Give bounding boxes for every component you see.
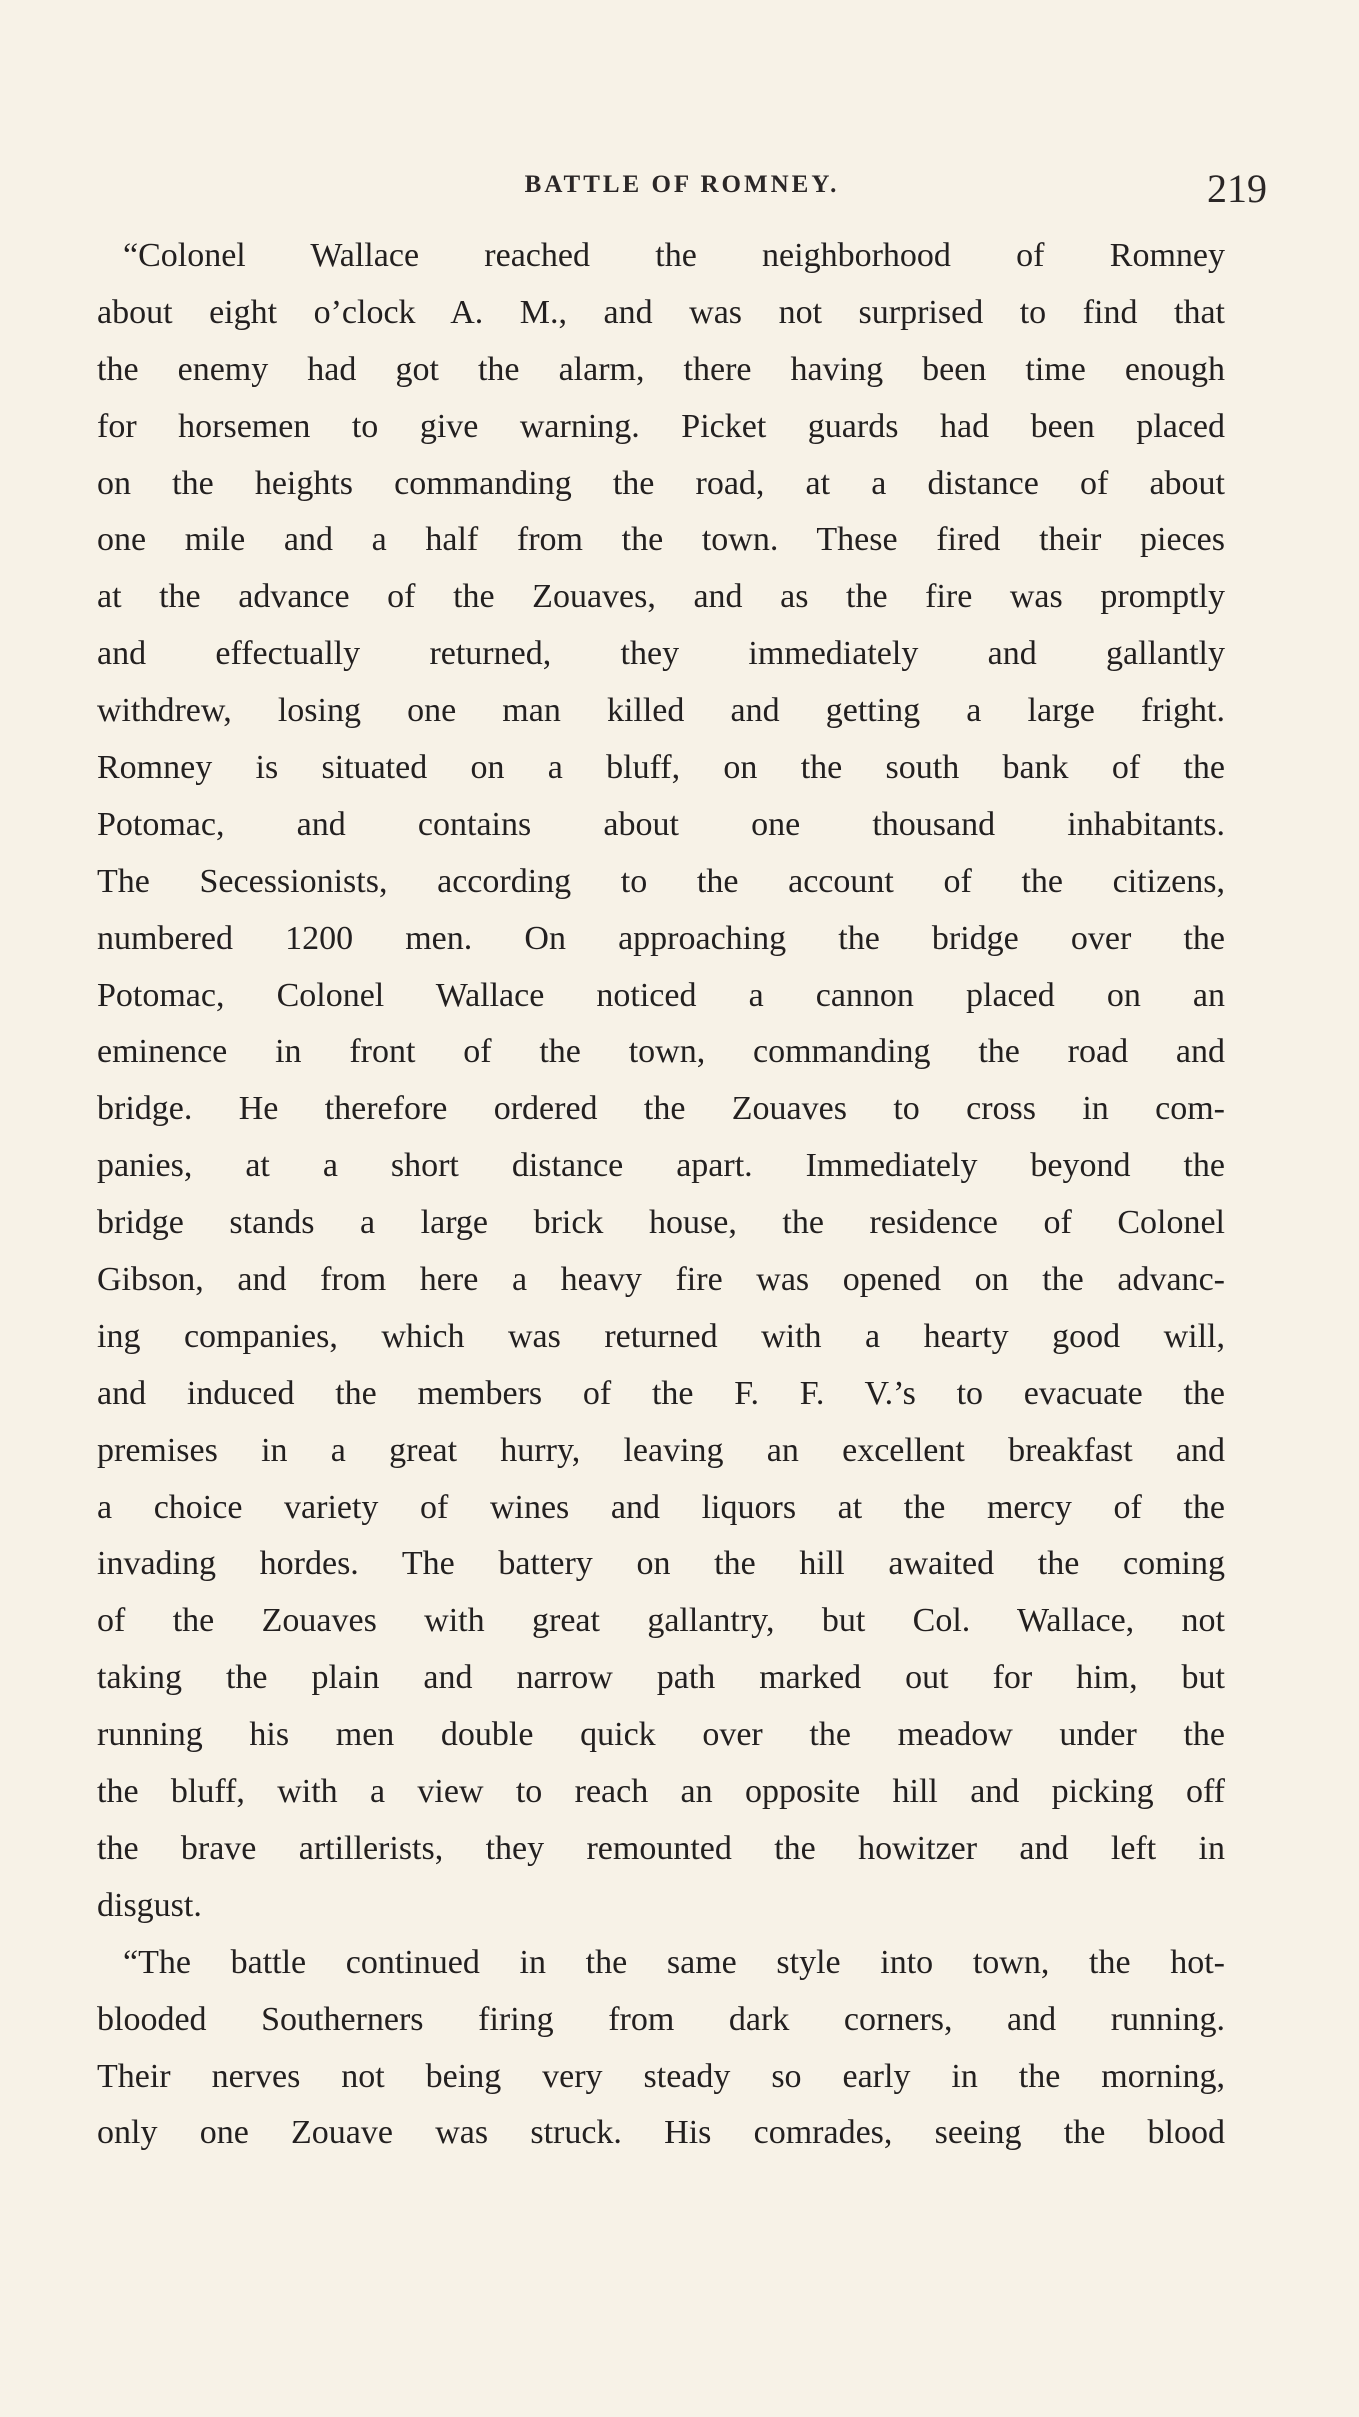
text-line: Gibson, and from here a heavy fire was opened on the advanc- bbox=[97, 1261, 1225, 1299]
text-line: for horsemen to give warning. Picket guards had been placed bbox=[97, 407, 1225, 445]
text-line: at the advance of the Zouaves, and as the fire was promptly bbox=[97, 578, 1225, 616]
body-text bbox=[97, 228, 1225, 2162]
text-line: the bluff, with a view to reach an opposite hill and picking off bbox=[97, 1773, 1225, 1811]
text-line: Potomac, Colonel Wallace noticed a cannon placed on an bbox=[97, 976, 1225, 1014]
text-line: disgust. bbox=[97, 1886, 202, 1924]
page-header bbox=[97, 165, 1267, 215]
text-line: about eight o’clock A. M., and was not surprised to find that bbox=[97, 293, 1225, 331]
text-line: bridge stands a large brick house, the residence of Colonel bbox=[97, 1204, 1225, 1242]
text-line: invading hordes. The battery on the hill awaited the coming bbox=[97, 1545, 1225, 1583]
running-head: BATTLE OF ROMNEY. bbox=[524, 171, 840, 198]
text-line: “Colonel Wallace reached the neighborhood of Romney bbox=[123, 237, 1225, 274]
page-number: 219 bbox=[1207, 166, 1267, 211]
text-line: withdrew, losing one man killed and getting a large fright. bbox=[97, 692, 1225, 730]
text-line: a choice variety of wines and liquors at the mercy of the bbox=[97, 1488, 1225, 1526]
text-line: eminence in front of the town, commanding the road and bbox=[97, 1033, 1225, 1071]
text-line: running his men double quick over the meadow under the bbox=[97, 1716, 1225, 1754]
text-line: numbered 1200 men. On approaching the bridge over the bbox=[97, 919, 1225, 957]
text-line: Romney is situated on a bluff, on the south bank of the bbox=[97, 749, 1225, 787]
text-line: only one Zouave was struck. His comrades, seeing the blood bbox=[97, 2114, 1225, 2152]
text-line: and effectually returned, they immediately and gallantly bbox=[97, 635, 1225, 673]
text-line: of the Zouaves with great gallantry, but Col. Wallace, not bbox=[97, 1602, 1225, 1640]
text-line: “The battle continued in the same style into town, the hot- bbox=[123, 1943, 1225, 1981]
text-line: the enemy had got the alarm, there having been time enough bbox=[97, 350, 1225, 388]
text-line: premises in a great hurry, leaving an excellent breakfast and bbox=[97, 1431, 1225, 1469]
text-line: the brave artillerists, they remounted the howitzer and left in bbox=[97, 1829, 1225, 1867]
text-line: panies, at a short distance apart. Immediately beyond the bbox=[97, 1147, 1225, 1185]
text-line: The Secessionists, according to the account of the citizens, bbox=[97, 862, 1225, 900]
text-line: one mile and a half from the town. These fired their pieces bbox=[97, 521, 1225, 559]
text-line: Potomac, and contains about one thousand inhabitants. bbox=[97, 805, 1225, 843]
text-line: taking the plain and narrow path marked out for him, but bbox=[97, 1659, 1225, 1697]
text-line: ing companies, which was returned with a hearty good will, bbox=[97, 1317, 1225, 1355]
text-line: on the heights commanding the road, at a distance of about bbox=[97, 464, 1225, 502]
text-line: blooded Southerners firing from dark corners, and running. bbox=[97, 2000, 1225, 2038]
text-line: bridge. He therefore ordered the Zouaves to cross in com- bbox=[97, 1090, 1225, 1128]
text-line: Their nerves not being very steady so early in the morning, bbox=[97, 2057, 1225, 2095]
text-line: and induced the members of the F. F. V.’s to evacuate the bbox=[97, 1374, 1225, 1412]
